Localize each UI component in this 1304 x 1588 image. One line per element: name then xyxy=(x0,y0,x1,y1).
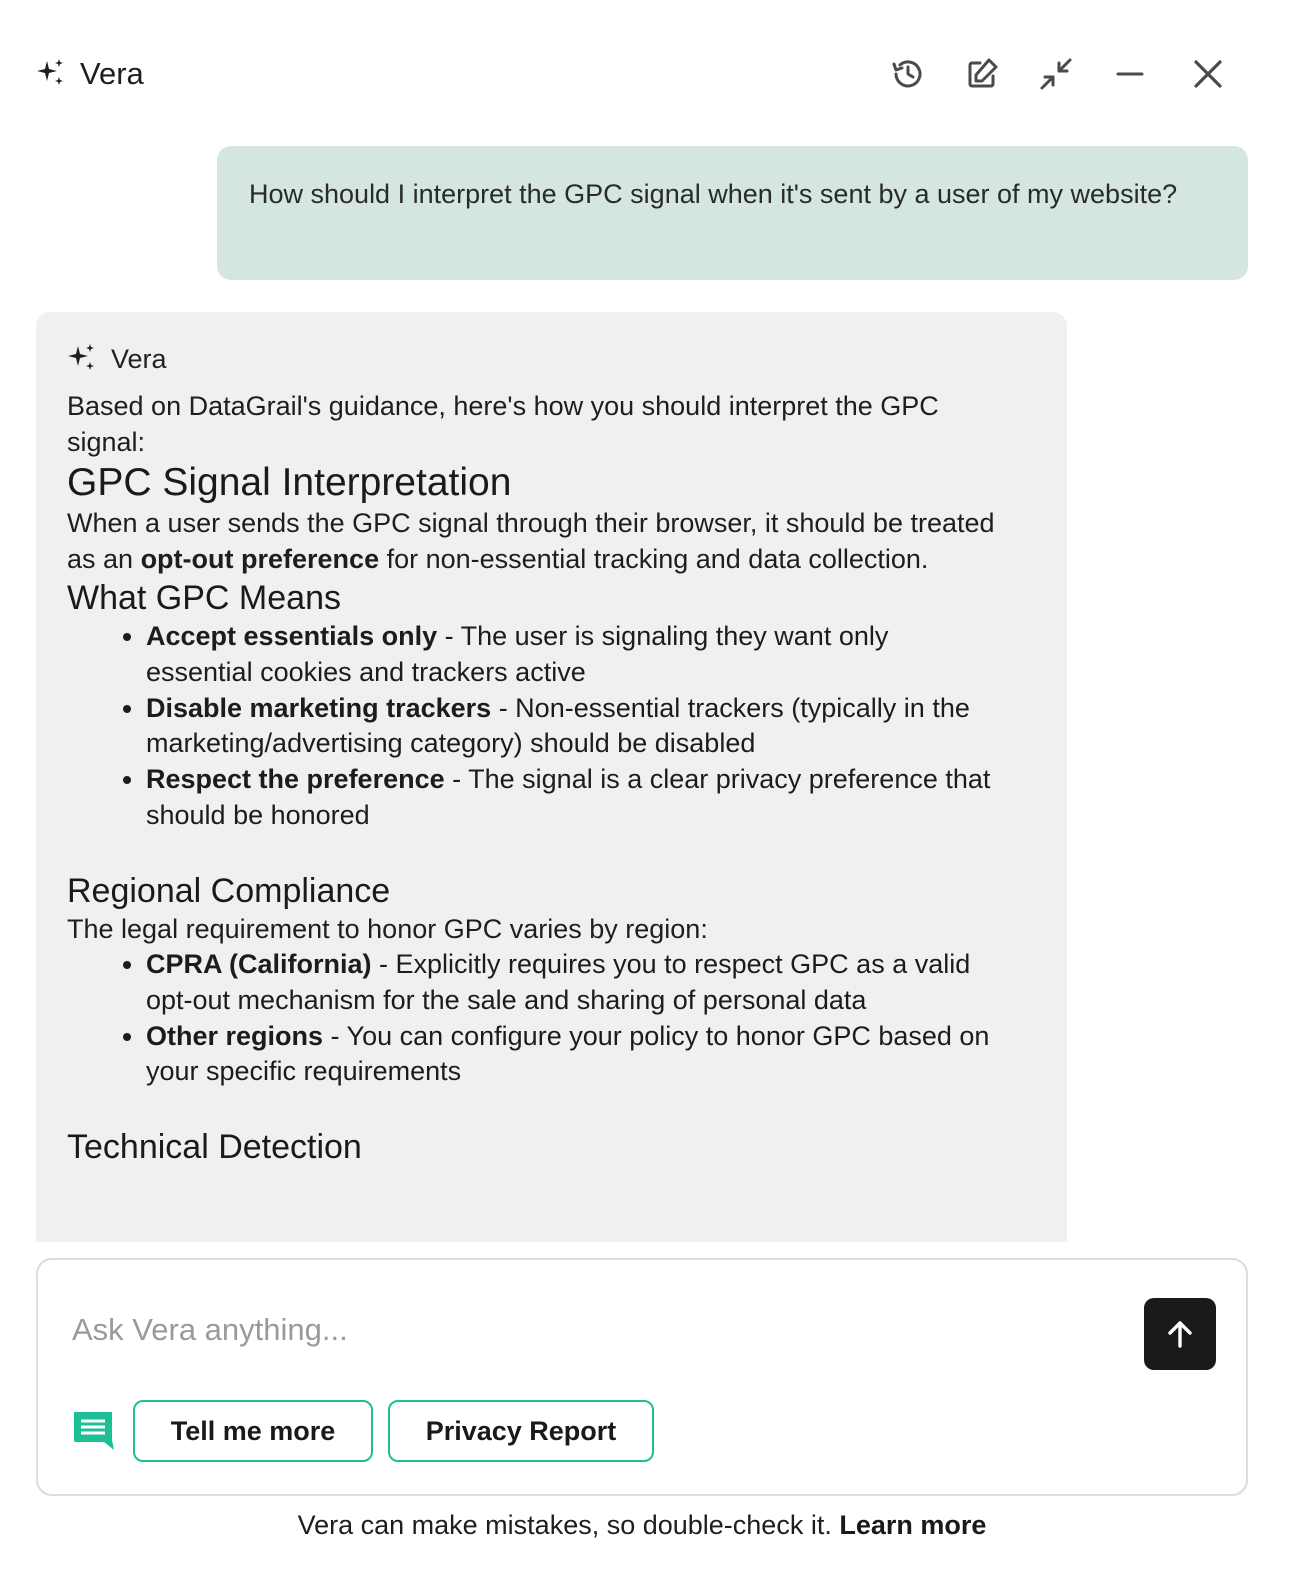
bold-span: opt-out preference xyxy=(140,543,380,574)
text-span: for non-essential tracking and data collection. xyxy=(379,543,929,574)
text-span: - The user is signaling they want only essential cookies and trackers active xyxy=(146,621,889,687)
brand xyxy=(36,56,144,92)
arrow-up-icon xyxy=(1163,1317,1197,1351)
header-actions xyxy=(888,54,1228,94)
edit-icon[interactable] xyxy=(962,54,1002,94)
sparkle-icon xyxy=(36,57,66,92)
heading-technical-detection: Technical Detection xyxy=(67,1128,362,1166)
text-span: - You can configure your policy to honor GPC based on your specific requirements xyxy=(146,1020,990,1086)
spacer xyxy=(67,834,997,870)
minimize-icon[interactable] xyxy=(1110,54,1150,94)
text-span: - Explicitly requires you to respect GPC as a valid opt-out mechanism for the sale and sharing of personal data xyxy=(146,949,971,1015)
spacer xyxy=(67,1090,997,1126)
text-span: - Non-essential trackers (typically in the marketing/advertising category) should be disabled xyxy=(146,692,970,758)
suggestion-privacy-report[interactable]: Privacy Report xyxy=(388,1400,654,1462)
paragraph-opt-out xyxy=(67,506,997,577)
assistant-intro: Based on DataGrail's guidance, here's how you should interpret the GPC signal: xyxy=(67,391,939,457)
bold-span: Other regions xyxy=(146,1020,324,1051)
list-item xyxy=(146,762,997,833)
assistant-name: Vera xyxy=(111,344,167,374)
bold-span: Respect the preference xyxy=(146,764,445,794)
chat-input[interactable] xyxy=(70,1304,1114,1356)
disclaimer-text: Vera can make mistakes, so double-check it. xyxy=(297,1510,840,1540)
chat-bubble-icon xyxy=(72,1410,116,1457)
list-what-gpc-means xyxy=(67,619,997,833)
learn-more-link[interactable]: Learn more xyxy=(839,1510,987,1540)
user-message: How should I interpret the GPC signal when it's sent by a user of my website? xyxy=(217,146,1248,280)
assistant-message xyxy=(36,312,1067,1242)
disclaimer xyxy=(0,1510,1284,1541)
composer xyxy=(36,1258,1248,1496)
chat-title: Vera xyxy=(80,56,144,91)
paragraph-regional: The legal requirement to honor GPC varies by region: xyxy=(67,913,708,944)
list-item xyxy=(146,1019,997,1090)
bold-span: Disable marketing trackers xyxy=(146,692,492,723)
chat-header xyxy=(0,0,1304,150)
bold-span: CPRA (California) xyxy=(146,949,372,979)
list-item xyxy=(146,691,997,762)
bold-span: Accept essentials only xyxy=(146,621,438,651)
send-button[interactable] xyxy=(1144,1298,1216,1370)
close-icon[interactable] xyxy=(1188,54,1228,94)
sparkle-icon xyxy=(67,342,97,377)
suggestion-tell-me-more[interactable]: Tell me more xyxy=(133,1400,373,1462)
heading-regional-compliance: Regional Compliance xyxy=(67,871,391,910)
history-icon[interactable] xyxy=(888,54,928,94)
collapse-icon[interactable] xyxy=(1036,54,1076,94)
text-span: - The signal is a clear privacy preference that should be honored xyxy=(146,764,991,830)
assistant-header xyxy=(67,342,997,377)
list-item xyxy=(146,619,997,690)
list-item xyxy=(146,947,997,1018)
heading-what-gpc-means: What GPC Means xyxy=(67,579,341,617)
list-regional-compliance xyxy=(67,947,997,1090)
text-span: When a user sends the GPC signal through their browser, it should be treated as an xyxy=(67,508,995,574)
heading-gpc-interpretation: GPC Signal Interpretation xyxy=(67,461,512,504)
